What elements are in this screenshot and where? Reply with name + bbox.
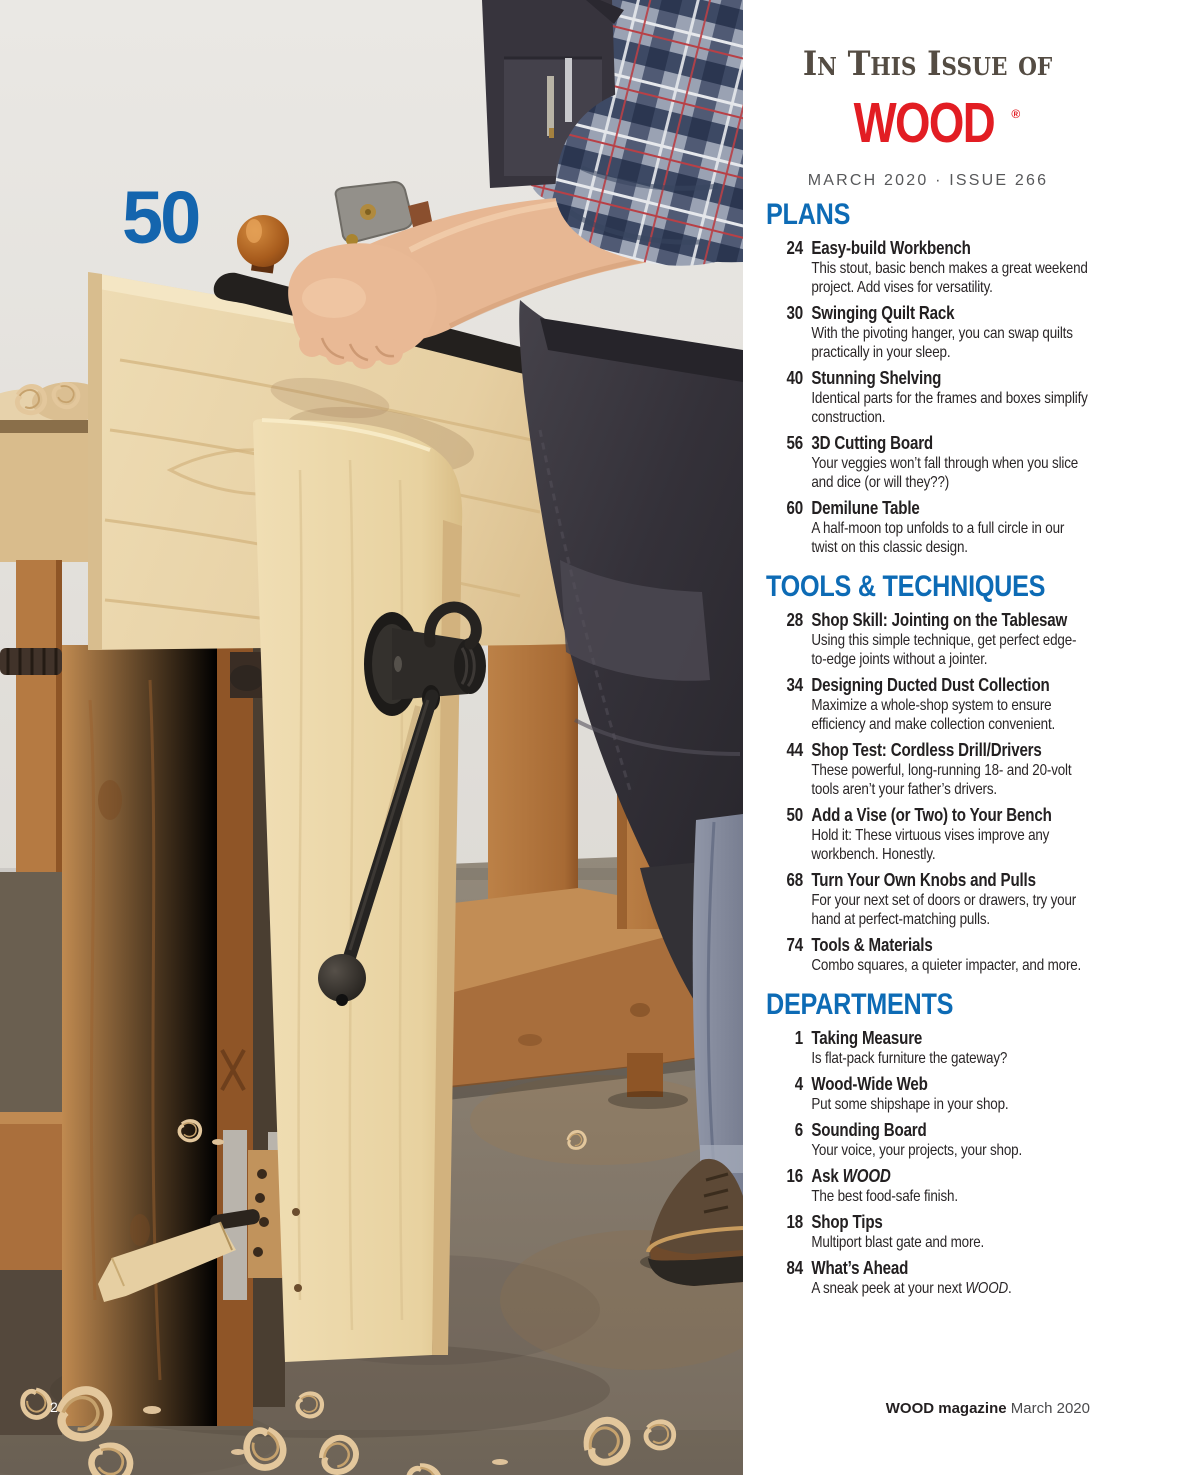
- entry-page-number: 18: [786, 1212, 803, 1232]
- entry-title: Shop Test: Cordless Drill/Drivers: [811, 740, 1042, 760]
- footer-date: March 2020: [1006, 1400, 1090, 1417]
- entry-description: Maximize a whole-shop system to ensure efficiency and make collection convenient.: [811, 697, 1056, 733]
- section-items: [766, 1028, 1090, 1298]
- entry-title: Sounding Board: [811, 1120, 927, 1140]
- toc-entry: [766, 303, 1090, 362]
- issue-date-line: MARCH 2020 · ISSUE 266: [807, 172, 1049, 189]
- entry-page-number: 60: [786, 498, 803, 518]
- toc-entry: [766, 238, 1090, 297]
- entry-title: Ask WOOD: [811, 1166, 891, 1186]
- entry-description: The best food-safe finish.: [811, 1188, 958, 1205]
- entry-description: Is flat-pack furniture the gateway?: [811, 1050, 1008, 1067]
- entry-page-number: 56: [786, 433, 803, 453]
- entry-description: Combo squares, a quieter impacter, and more.: [811, 957, 1082, 974]
- toc-entry: [766, 1258, 1090, 1298]
- entry-page-number: 6: [794, 1120, 803, 1140]
- toc-entry: [766, 1074, 1090, 1114]
- entry-description: These powerful, long-running 18- and 20-volt tools aren’t your father’s drivers.: [811, 762, 1072, 798]
- leg-vise-chop: [253, 419, 462, 1362]
- entry-description: With the pivoting hanger, you can swap quilts practically in your sleep.: [811, 325, 1073, 361]
- entry-page-number: 40: [786, 368, 803, 388]
- entry-title: Stunning Shelving: [811, 368, 942, 388]
- toc-entry: [766, 1166, 1090, 1206]
- photo-page-number: 2: [50, 1399, 58, 1415]
- entry-title: Designing Ducted Dust Collection: [811, 675, 1050, 695]
- entry-page-number: 4: [794, 1074, 803, 1094]
- toc-entry: [766, 498, 1090, 557]
- section-heading: DEPARTMENTS: [766, 988, 954, 1021]
- entry-page-number: 50: [786, 805, 803, 825]
- entry-title: Turn Your Own Knobs and Pulls: [811, 870, 1036, 890]
- section-heading: TOOLS & TECHNIQUES: [766, 570, 1046, 603]
- entry-title: Add a Vise (or Two) to Your Bench: [811, 805, 1052, 825]
- entry-page-number: 30: [786, 303, 803, 323]
- entry-title: Tools & Materials: [811, 935, 933, 955]
- registered-mark: ®: [1011, 107, 1021, 121]
- entry-description: Hold it: These virtuous vises improve any workbench. Honestly.: [811, 827, 1050, 863]
- toc-entry: [766, 805, 1090, 864]
- toc-entry: [766, 675, 1090, 734]
- entry-description: A sneak peek at your next WOOD.: [811, 1280, 1012, 1297]
- entry-title: What’s Ahead: [811, 1258, 909, 1278]
- toc-section: [766, 570, 1090, 975]
- entry-page-number: 28: [786, 610, 803, 630]
- logo-row: [763, 86, 1093, 166]
- toc-section: [766, 988, 1090, 1298]
- entry-description: For your next set of doors or drawers, try your hand at perfect-matching pulls.: [811, 892, 1077, 928]
- entry-title: Wood-Wide Web: [811, 1074, 928, 1094]
- entry-title: Shop Skill: Jointing on the Tablesaw: [811, 610, 1068, 630]
- entry-description: Identical parts for the frames and boxes simplify construction.: [811, 390, 1088, 426]
- footer: [886, 1400, 1090, 1417]
- entry-description: Put some shipshape in your shop.: [811, 1096, 1009, 1113]
- section-items: [766, 238, 1090, 557]
- wood-logo: WOOD: [853, 91, 994, 155]
- toc-section: [766, 198, 1090, 557]
- entry-page-number: 74: [786, 935, 803, 955]
- section-heading: PLANS: [766, 198, 851, 231]
- toc-header: [763, 46, 1093, 190]
- entry-page-number: 84: [786, 1258, 803, 1278]
- toc-pane: [743, 0, 1177, 1475]
- entry-description: Using this simple technique, get perfect edge-to-edge joints without a jointer.: [811, 632, 1077, 668]
- entry-page-number: 34: [786, 675, 803, 695]
- feature-page-callout: 50: [122, 176, 199, 259]
- entry-page-number: 68: [786, 870, 803, 890]
- entry-title: 3D Cutting Board: [811, 433, 933, 453]
- footer-magazine: WOOD magazine: [885, 1400, 1007, 1417]
- entry-page-number: 1: [794, 1028, 803, 1048]
- toc-entry: [766, 740, 1090, 799]
- toc-entry: [766, 610, 1090, 669]
- toc-entry: [766, 1028, 1090, 1068]
- entry-page-number: 16: [786, 1166, 803, 1186]
- toc-entry: [766, 870, 1090, 929]
- toc-entry: [766, 1120, 1090, 1160]
- entry-title: Taking Measure: [811, 1028, 923, 1048]
- jeans-leg: [693, 814, 743, 1200]
- entry-title: Demilune Table: [811, 498, 920, 518]
- entry-description: Your veggies won’t fall through when you slice and dice (or will they??): [811, 455, 1079, 491]
- toc-entry: [766, 433, 1090, 492]
- entry-description: Your voice, your projects, your shop.: [811, 1142, 1023, 1159]
- entry-description: A half-moon top unfolds to a full circle in our twist on this classic design.: [811, 520, 1065, 556]
- toc-sections: [766, 198, 1090, 1304]
- entry-page-number: 44: [786, 740, 803, 760]
- toc-entry: [766, 1212, 1090, 1252]
- entry-description: Multiport blast gate and more.: [811, 1234, 985, 1251]
- toc-entry: [766, 935, 1090, 975]
- entry-page-number: 24: [786, 238, 803, 258]
- entry-description: This stout, basic bench makes a great weekend project. Add vises for versatility.: [811, 260, 1088, 296]
- toc-entry: [766, 368, 1090, 427]
- section-items: [766, 610, 1090, 975]
- header-line1: In This Issue of: [803, 44, 1053, 84]
- entry-title: Swinging Quilt Rack: [811, 303, 955, 323]
- entry-title: Shop Tips: [811, 1212, 883, 1232]
- entry-title: Easy-build Workbench: [811, 238, 971, 258]
